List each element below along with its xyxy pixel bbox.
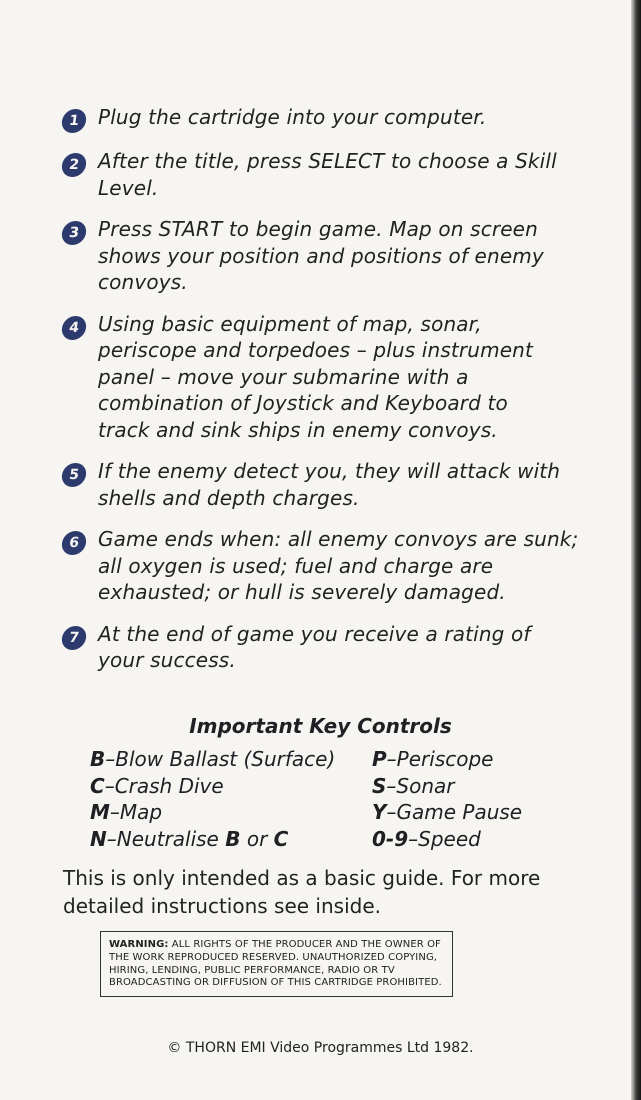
step-7 xyxy=(62,621,582,674)
key-controls-table xyxy=(90,746,590,852)
key-controls-title: Important Key Controls xyxy=(189,714,452,738)
control-desc: –Crash Dive xyxy=(104,773,224,798)
control-desc: –Speed xyxy=(408,826,481,851)
control-sonar xyxy=(372,773,590,800)
control-key: B xyxy=(90,747,106,771)
basic-guide-note: This is only intended as a basic guide. For more detailed instructions see inside. xyxy=(63,866,541,918)
control-map xyxy=(90,799,372,826)
key-controls-row xyxy=(90,799,590,826)
control-speed xyxy=(372,826,590,853)
control-desc: –Blow Ballast (Surface) xyxy=(105,747,336,771)
control-periscope xyxy=(372,746,590,773)
control-key-b: B xyxy=(225,826,241,851)
step-number-6: 6 xyxy=(60,531,87,555)
step-5 xyxy=(62,458,582,511)
control-desc: –Periscope xyxy=(386,747,494,771)
step-number-7: 7 xyxy=(60,626,87,650)
key-controls-row xyxy=(90,773,590,800)
control-key: S xyxy=(372,773,387,798)
step-number-3: 3 xyxy=(60,221,87,245)
control-key: P xyxy=(372,747,387,771)
step-number-2: 2 xyxy=(60,153,87,177)
control-desc: –Sonar xyxy=(386,773,455,798)
copyright-notice: © THORN EMI Video Programmes Ltd 1982. xyxy=(167,1040,474,1056)
step-6 xyxy=(62,526,582,606)
control-game-pause xyxy=(372,799,590,826)
control-desc: –Neutralise xyxy=(106,826,226,851)
step-number-1: 1 xyxy=(60,109,87,133)
instruction-steps xyxy=(62,104,582,689)
control-key: Y xyxy=(372,800,387,824)
warning-text: ALL RIGHTS OF THE PRODUCER AND THE OWNER OF THE WORK REPRODUCED RESERVED. UNAUTHORIZED COPYING, HIRING, LENDING, PUBLIC PERFORMANCE, RADIO OR TV BROADCASTING OR DIFFUSION OF THIS CARTRIDGE PROHIBITED. xyxy=(109,939,442,989)
key-controls-row xyxy=(90,826,590,853)
step-3 xyxy=(62,216,582,296)
step-text-5: If the enemy detect you, they will attack with shells and depth charges. xyxy=(98,459,561,510)
step-text-7: At the end of game you receive a rating of your success. xyxy=(98,621,531,672)
step-4 xyxy=(62,311,582,444)
control-key: N xyxy=(90,826,107,851)
control-desc: –Map xyxy=(109,800,163,824)
control-desc: –Game Pause xyxy=(386,800,523,824)
control-key-c: C xyxy=(273,826,289,851)
control-blow-ballast xyxy=(90,746,372,773)
control-key: 0-9 xyxy=(372,826,409,851)
step-text-2: After the title, press SELECT to choose a Skill Level. xyxy=(98,149,557,200)
step-text-3: Press START to begin game. Map on screen shows your position and positions of enemy convoys. xyxy=(98,217,544,294)
step-text-6: Game ends when: all enemy convoys are sunk; all oxygen is used; fuel and charge are exhausted; or hull is severely damaged. xyxy=(98,527,579,604)
control-key: C xyxy=(90,773,105,798)
control-crash-dive xyxy=(90,773,372,800)
step-number-5: 5 xyxy=(60,463,87,487)
step-text-1: Plug the cartridge into your computer. xyxy=(98,105,487,129)
control-or: or xyxy=(240,826,274,851)
step-number-4: 4 xyxy=(60,316,87,340)
step-text-4: Using basic equipment of map, sonar, periscope and torpedoes – plus instrument panel – move your submarine with a combination of Joystick and Keyboard to track and sink ships in enemy convoys. xyxy=(98,311,533,442)
page-edge xyxy=(631,0,641,1100)
key-controls-row xyxy=(90,746,590,773)
step-1 xyxy=(62,104,582,133)
warning-label: WARNING: xyxy=(109,939,169,950)
control-neutralise xyxy=(90,826,372,853)
step-2 xyxy=(62,148,582,201)
control-key: M xyxy=(90,800,110,824)
warning-box xyxy=(100,931,453,997)
